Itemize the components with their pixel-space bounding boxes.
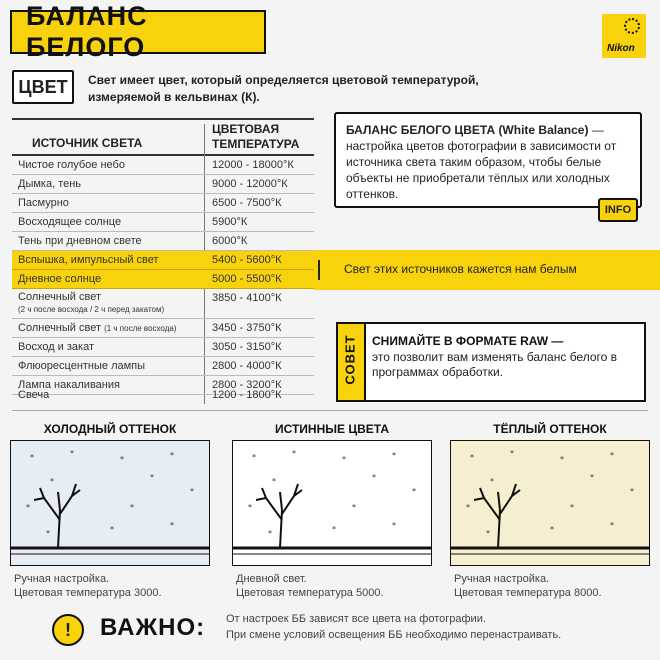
white-balance-info-box <box>334 112 642 208</box>
row-source: Дневное солнце <box>18 273 102 285</box>
svg-text:*: * <box>70 449 74 458</box>
row-source: Вспышка, импульсный свет <box>18 254 159 266</box>
table-row-highlighted <box>12 270 314 289</box>
row-temp: 1200 - 1800°К <box>212 389 282 401</box>
advice-title: СНИМАЙТЕ В ФОРМАТЕ RAW — <box>372 334 564 348</box>
page-title-box <box>10 1 266 62</box>
svg-text:*: * <box>170 451 174 460</box>
highlight-note: Свет этих источников кажется нам белым <box>344 262 577 276</box>
svg-text:*: * <box>268 529 272 538</box>
svg-text:*: * <box>466 503 470 512</box>
svg-text:*: * <box>170 521 174 530</box>
row-source: Тень при дневном свете <box>18 235 142 247</box>
svg-text:*: * <box>190 487 194 496</box>
svg-text:*: * <box>510 449 514 458</box>
important-text <box>226 611 636 643</box>
table-row-highlighted <box>12 251 314 270</box>
svg-text:*: * <box>120 455 124 464</box>
table-row <box>12 386 314 405</box>
row-temp: 5400 - 5600°К <box>212 254 282 266</box>
svg-text:*: * <box>46 529 50 538</box>
row-source: Пасмурно <box>18 197 69 209</box>
advice-box <box>336 322 646 402</box>
panel-caption-warm <box>454 572 654 600</box>
row-temp: 3050 - 3150°К <box>212 341 282 353</box>
row-source: Дымка, тень <box>18 178 82 190</box>
svg-text:*: * <box>392 521 396 530</box>
panel-title-true: ИСТИННЫЕ ЦВЕТА <box>274 422 390 436</box>
tree-illustration-true <box>232 440 432 566</box>
svg-text:*: * <box>252 453 256 462</box>
info-box-title: БАЛАНС БЕЛОГО ЦВЕТА (White Balance) <box>346 123 589 137</box>
info-box-text: настройка цветов фотографии в зависимости от источника света таким образом, чтобы белые объекты не приобретали тёплых или холодных оттенков. <box>346 139 617 201</box>
panel-caption-line-2: Цветовая температура 3000. <box>14 587 162 599</box>
intro-text: Свет имеет цвет, который определяется цветовой температурой, измеряемой в кельвинах (К). <box>88 73 479 104</box>
panel-caption-line-2: Цветовая температура 5000. <box>236 587 384 599</box>
svg-text:*: * <box>590 473 594 482</box>
row-temp: 12000 - 18000°К <box>212 159 294 171</box>
table-row <box>12 289 314 319</box>
info-box-dash: — <box>591 123 604 137</box>
svg-text:*: * <box>610 521 614 530</box>
svg-text:*: * <box>248 503 252 512</box>
panel-title-warm: ТЁПЛЫЙ ОТТЕНОК <box>493 422 607 436</box>
table-top-rule <box>12 118 314 120</box>
important-label: ВАЖНО: <box>100 614 206 641</box>
row-temp: 2800 - 3200°К <box>212 379 282 391</box>
panel-title-cold: ХОЛОДНЫЙ ОТТЕНОК <box>43 422 177 436</box>
highlight-note-band <box>314 250 660 290</box>
row-source: Восход и закат <box>18 341 95 353</box>
svg-text:*: * <box>550 525 554 534</box>
table-row <box>12 194 314 213</box>
row-source: Флюоресцентные лампы <box>18 360 146 372</box>
row-source-main: Солнечный свет <box>18 322 101 334</box>
svg-text:*: * <box>332 525 336 534</box>
advice-tab-label: СОВЕТ <box>342 334 358 385</box>
row-source: Лампа накаливания <box>18 379 120 391</box>
nikon-logo <box>602 14 646 58</box>
svg-text:*: * <box>412 487 416 496</box>
svg-text:*: * <box>30 453 34 462</box>
important-line-2: При смене условий освещения ББ необходимо перенастраивать. <box>226 629 562 641</box>
info-badge: INFO <box>598 198 638 222</box>
tree-illustration-cold <box>10 440 210 566</box>
advice-tab <box>338 324 366 400</box>
svg-text:*: * <box>352 503 356 512</box>
row-temp: 6500 - 7500°К <box>212 197 282 209</box>
row-source <box>18 291 164 316</box>
panel-true <box>232 440 432 566</box>
svg-text:*: * <box>26 503 30 512</box>
svg-text:*: * <box>292 449 296 458</box>
svg-text:*: * <box>570 503 574 512</box>
row-source: Чистое голубое небо <box>18 159 125 171</box>
table-row <box>12 156 314 175</box>
svg-text:*: * <box>272 477 276 486</box>
svg-text:*: * <box>486 529 490 538</box>
row-source-note: (2 ч после восхода / 2 ч перед закатом) <box>18 305 165 314</box>
row-temp: 3450 - 3750°К <box>212 322 282 334</box>
tree-illustration-warm <box>450 440 650 566</box>
svg-text:*: * <box>372 473 376 482</box>
panel-caption-line-1: Дневной свет. <box>236 573 307 585</box>
table-header-source: ИСТОЧНИК СВЕТА <box>32 136 143 150</box>
svg-text:*: * <box>630 487 634 496</box>
important-line-1: От настроек ББ зависят все цвета на фотографии. <box>226 613 486 625</box>
table-row <box>12 175 314 194</box>
panel-caption-line-1: Ручная настройка. <box>454 573 550 585</box>
row-temp: 3850 - 4100°К <box>212 292 282 304</box>
row-temp: 6000°К <box>212 235 248 247</box>
row-source-main: Солнечный свет <box>18 291 101 303</box>
svg-text:*: * <box>50 477 54 486</box>
table-row <box>12 213 314 232</box>
highlight-bracket <box>318 260 320 280</box>
logo-text: Nikon <box>607 43 635 54</box>
panel-caption-line-1: Ручная настройка. <box>14 573 110 585</box>
table-row <box>12 357 314 376</box>
row-source: Свеча <box>18 389 50 401</box>
row-temp: 5000 - 5500°К <box>212 273 282 285</box>
row-temp: 5900°К <box>212 216 248 228</box>
svg-text:*: * <box>130 503 134 512</box>
row-temp: 9000 - 12000°К <box>212 178 288 190</box>
section-divider <box>12 410 648 411</box>
advice-text: это позволит вам изменять баланс белого в программах обработки. <box>372 350 618 379</box>
svg-text:*: * <box>110 525 114 534</box>
svg-text:*: * <box>392 451 396 460</box>
panel-caption-line-2: Цветовая температура 8000. <box>454 587 602 599</box>
panel-warm <box>450 440 650 566</box>
svg-text:*: * <box>150 473 154 482</box>
table-row <box>12 232 314 251</box>
exclamation-icon: ! <box>52 614 84 646</box>
panel-caption-cold <box>14 572 214 600</box>
logo-rays-icon <box>624 18 640 34</box>
important-note <box>12 606 648 652</box>
table-row <box>12 319 314 338</box>
svg-text:*: * <box>470 453 474 462</box>
row-source-note: (1 ч после восхода) <box>104 324 177 333</box>
svg-text:*: * <box>610 451 614 460</box>
panel-cold <box>10 440 210 566</box>
row-temp: 2800 - 4000°К <box>212 360 282 372</box>
row-source <box>18 322 176 334</box>
svg-text:*: * <box>490 477 494 486</box>
row-source: Восходящее солнце <box>18 216 122 228</box>
table-header-temperature: ЦВЕТОВАЯ ТЕМПЕРАТУРА <box>212 122 300 151</box>
page-title: БАЛАНС БЕЛОГО <box>26 1 148 62</box>
svg-text:*: * <box>560 455 564 464</box>
color-tag: ЦВЕТ <box>12 70 74 104</box>
svg-text:*: * <box>342 455 346 464</box>
panel-caption-true <box>236 572 436 600</box>
table-row <box>12 338 314 357</box>
